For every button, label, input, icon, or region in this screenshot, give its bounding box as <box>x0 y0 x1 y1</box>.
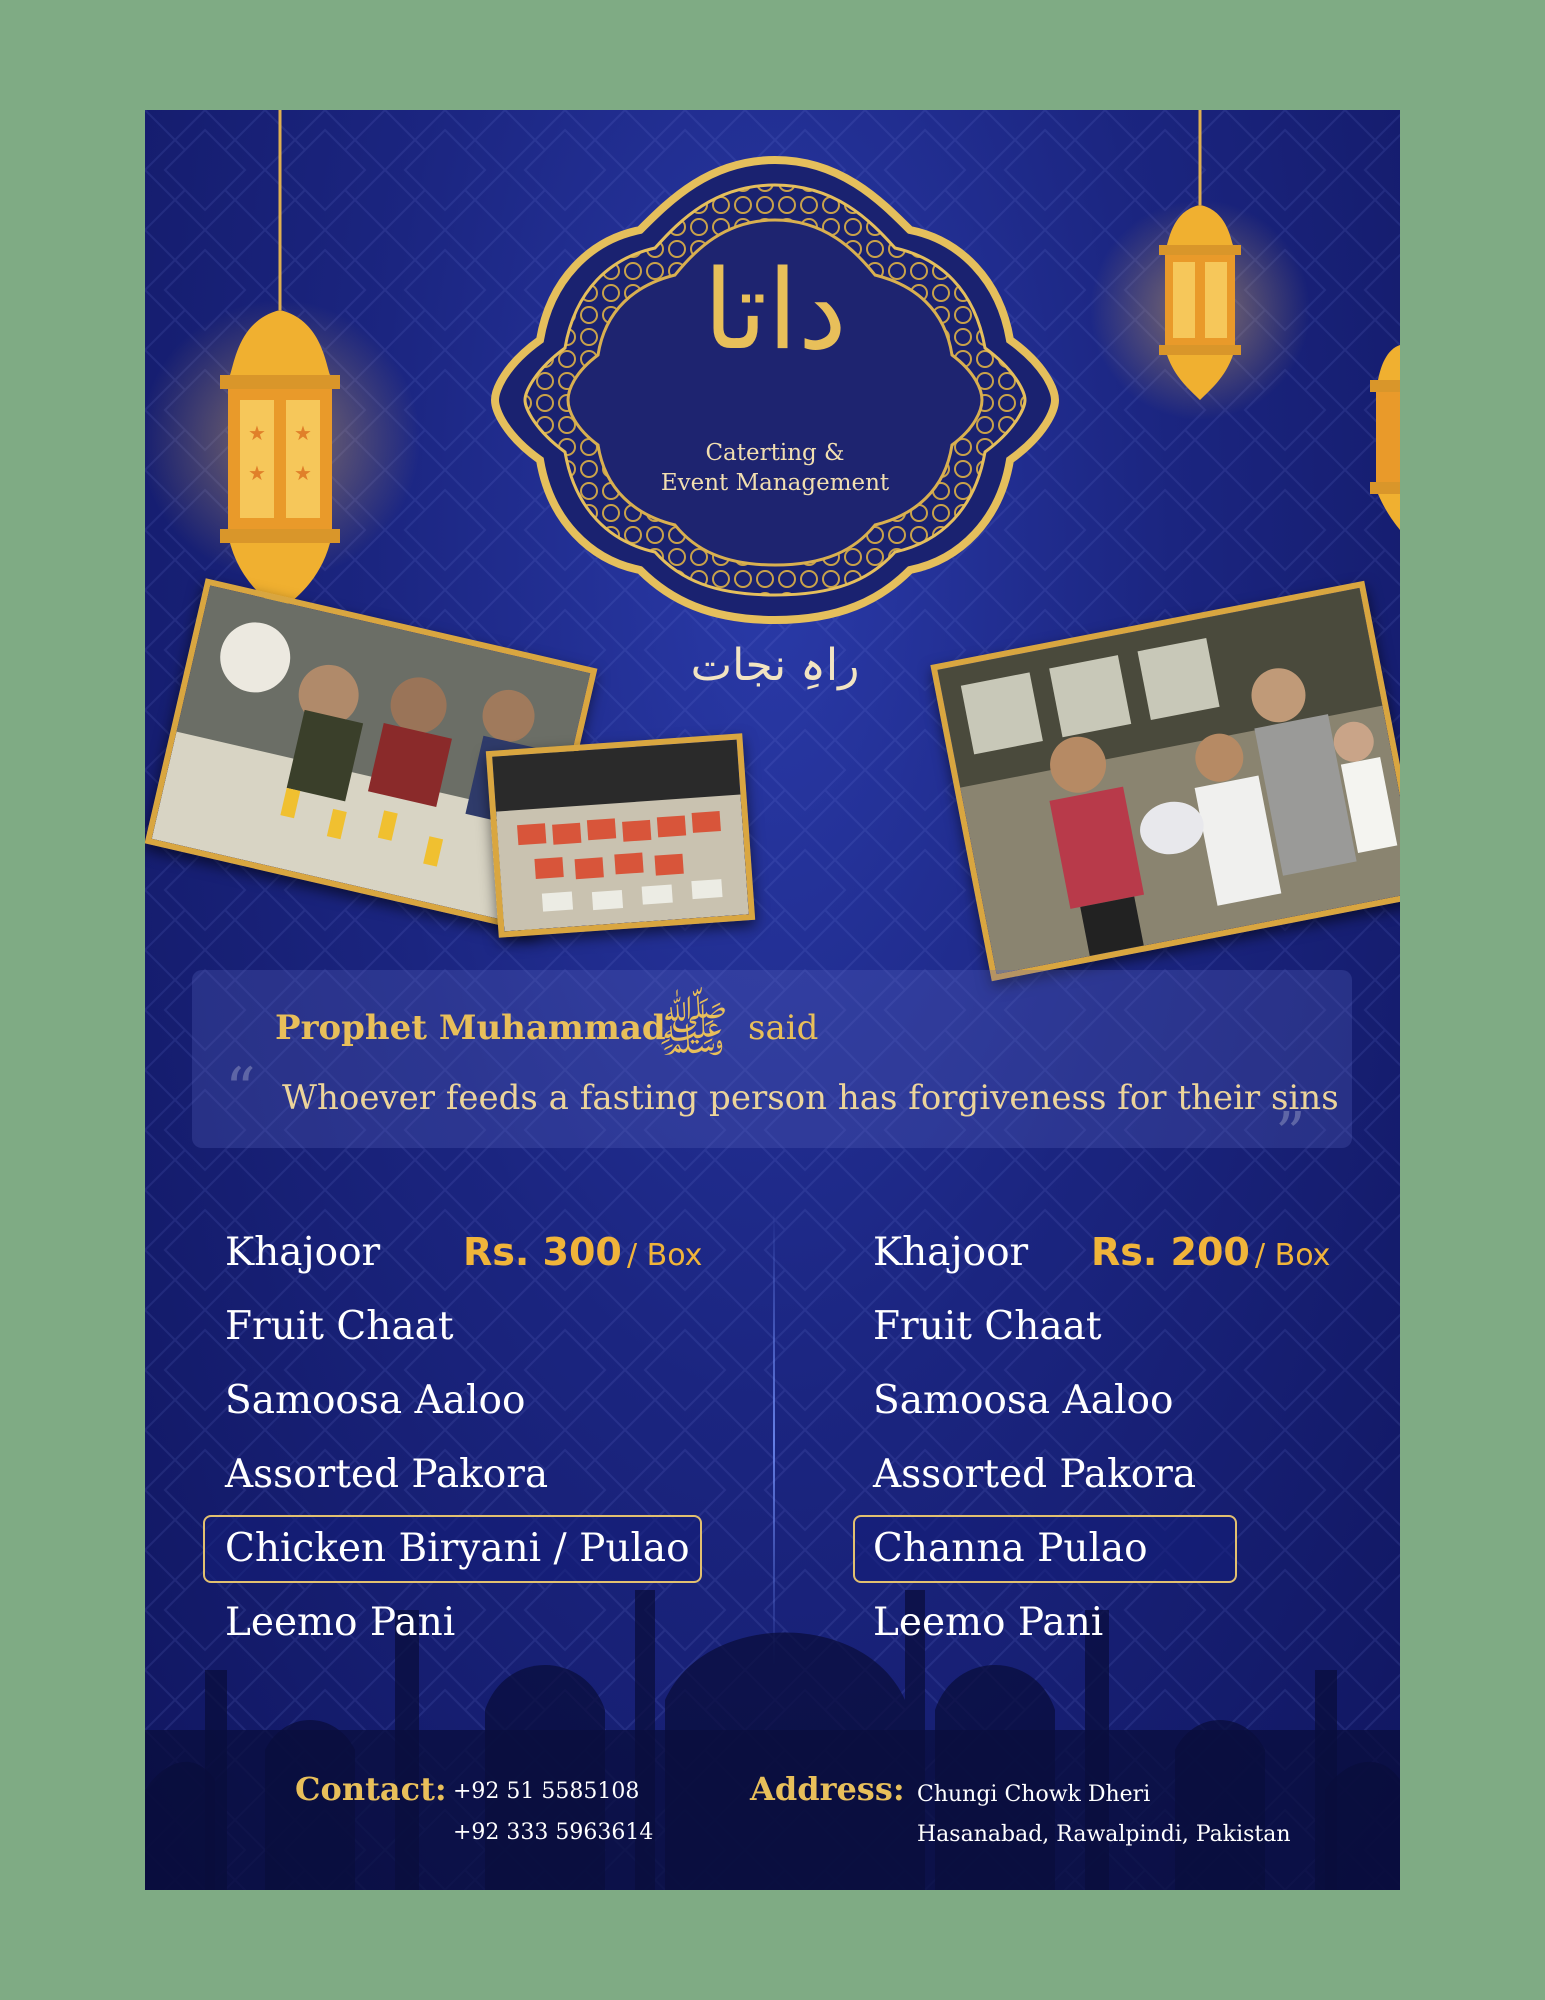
menu-left-price-amount: Rs. 300 <box>463 1230 622 1274</box>
menu-right-item-1: Khajoor <box>873 1230 1029 1275</box>
logo-subtitle-line2: Event Management <box>660 470 890 496</box>
quote-text: Whoever feeds a fasting person has forgiveness for their sins <box>282 1078 1339 1118</box>
menu-left-price <box>463 1230 702 1274</box>
menu-left-item-1: Khajoor <box>225 1230 381 1275</box>
contact-phone-2: +92 333 5963614 <box>453 1820 654 1845</box>
poster <box>145 110 1400 1890</box>
pbuh-calligraphy: ﷺ <box>656 995 730 1065</box>
quote-said: said <box>748 1008 819 1048</box>
menu-right-item-3: Samoosa Aaloo <box>873 1378 1174 1423</box>
menu-right-item-2: Fruit Chaat <box>873 1304 1102 1349</box>
menu-right-item-5: Channa Pulao <box>873 1526 1148 1571</box>
menu-left-price-unit: / Box <box>626 1238 703 1273</box>
address-line-1: Chungi Chowk Dheri <box>917 1782 1151 1807</box>
svg-text:★: ★ <box>248 461 266 485</box>
close-quote-icon: ” <box>1275 1100 1306 1170</box>
menu-left-item-5: Chicken Biryani / Pulao <box>225 1526 690 1571</box>
menu-right-price <box>1091 1230 1330 1274</box>
svg-text:★: ★ <box>248 421 266 445</box>
photo-food-boxes <box>486 733 755 937</box>
contact-label: Contact: <box>295 1770 447 1808</box>
menu-left-item-2: Fruit Chaat <box>225 1304 454 1349</box>
quote-attribution: Prophet Muhammad <box>275 1008 666 1048</box>
svg-text:★: ★ <box>294 421 312 445</box>
menu-left-item-4: Assorted Pakora <box>225 1452 549 1497</box>
menu-right-price-unit: / Box <box>1254 1238 1331 1273</box>
lantern-right-icon <box>1145 110 1255 410</box>
svg-text:★: ★ <box>294 461 312 485</box>
logo-emblem <box>490 150 1060 630</box>
logo-subtitle <box>640 438 910 498</box>
urdu-tagline: راہِ نجات <box>690 640 860 691</box>
menu-right-item-6: Leemo Pani <box>873 1600 1104 1645</box>
lantern-left-icon <box>200 110 360 630</box>
lantern-edge-icon <box>1360 325 1400 535</box>
menu-right-item-4: Assorted Pakora <box>873 1452 1197 1497</box>
quote-box <box>192 970 1352 1148</box>
menu-left-item-6: Leemo Pani <box>225 1600 456 1645</box>
logo-subtitle-line1: Caterting & <box>705 440 845 466</box>
contact-phone-1: +92 51 5585108 <box>453 1779 640 1804</box>
menu-left-item-3: Samoosa Aaloo <box>225 1378 526 1423</box>
logo-mark: داتا <box>703 246 847 374</box>
open-quote-icon: “ <box>225 1055 256 1125</box>
address-line-2: Hasanabad, Rawalpindi, Pakistan <box>917 1822 1291 1847</box>
menu-right-price-amount: Rs. 200 <box>1091 1230 1250 1274</box>
address-label: Address: <box>750 1770 905 1808</box>
